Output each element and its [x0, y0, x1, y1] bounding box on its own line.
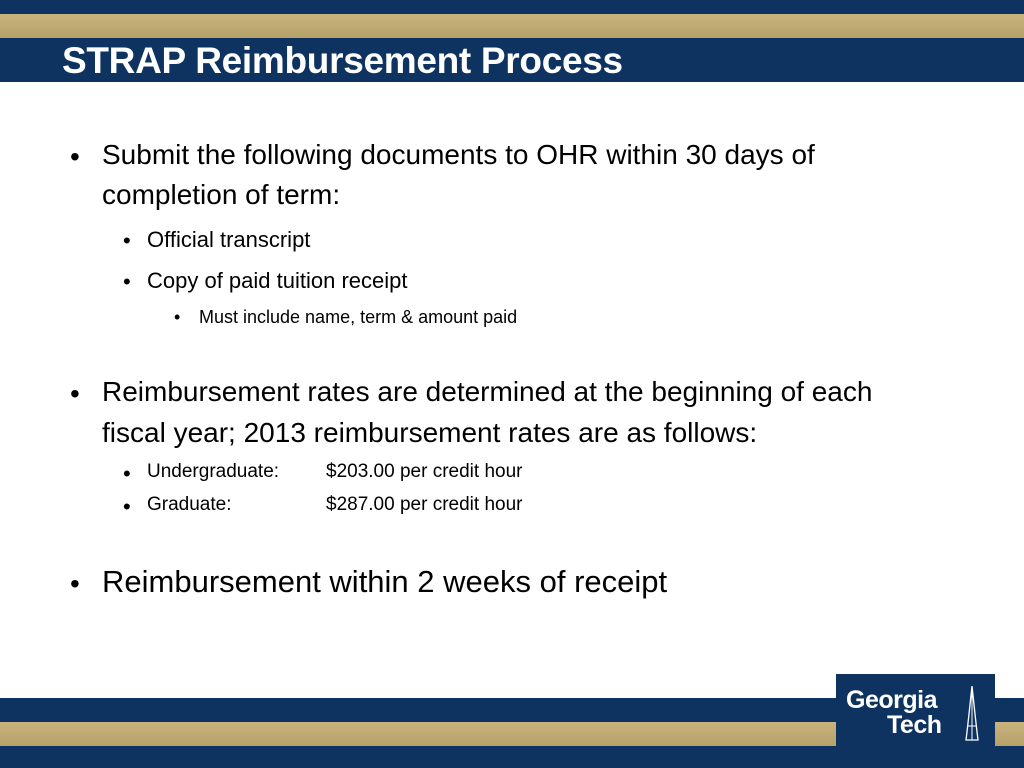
rate-graduate-label: Graduate: [147, 494, 232, 515]
bullet-reimbursement-timing: Reimbursement within 2 weeks of receipt [102, 564, 668, 599]
bullet-icon: • [70, 568, 80, 599]
tech-tower-spire-icon [964, 686, 980, 742]
sub-bullet-official-transcript: Official transcript [147, 227, 311, 252]
bullet-icon: • [70, 141, 80, 172]
bullet-icon: • [70, 378, 80, 409]
header-gold-stripe [0, 14, 1024, 38]
bullet-icon: • [123, 461, 131, 486]
bullet-reimbursement-rates-line1: Reimbursement rates are determined at the beginning of each [102, 376, 873, 407]
sub-sub-bullet-receipt-details: Must include name, term & amount paid [199, 307, 518, 327]
logo-text-line1: Georgia [846, 686, 937, 714]
bullet-icon: • [123, 228, 131, 253]
rate-undergraduate-label: Undergraduate: [147, 461, 280, 482]
slide-title: STRAP Reimbursement Process [62, 40, 623, 81]
header-band-top [0, 0, 1024, 14]
sub-bullet-tuition-receipt: Copy of paid tuition receipt [147, 268, 408, 293]
logo-text-line2: Tech [887, 711, 942, 739]
georgia-tech-logo [836, 674, 995, 752]
bullet-icon: • [123, 494, 131, 519]
bullet-submit-documents-line2: completion of term: [102, 179, 341, 210]
rate-graduate-value: $287.00 per credit hour [326, 494, 523, 515]
bullet-submit-documents-line1: Submit the following documents to OHR within 30 days of [102, 139, 815, 170]
bullet-icon: • [174, 307, 181, 327]
rate-undergraduate-value: $203.00 per credit hour [326, 461, 523, 482]
bullet-icon: • [123, 269, 131, 294]
bullet-reimbursement-rates-line2: fiscal year; 2013 reimbursement rates are as follows: [102, 417, 758, 448]
